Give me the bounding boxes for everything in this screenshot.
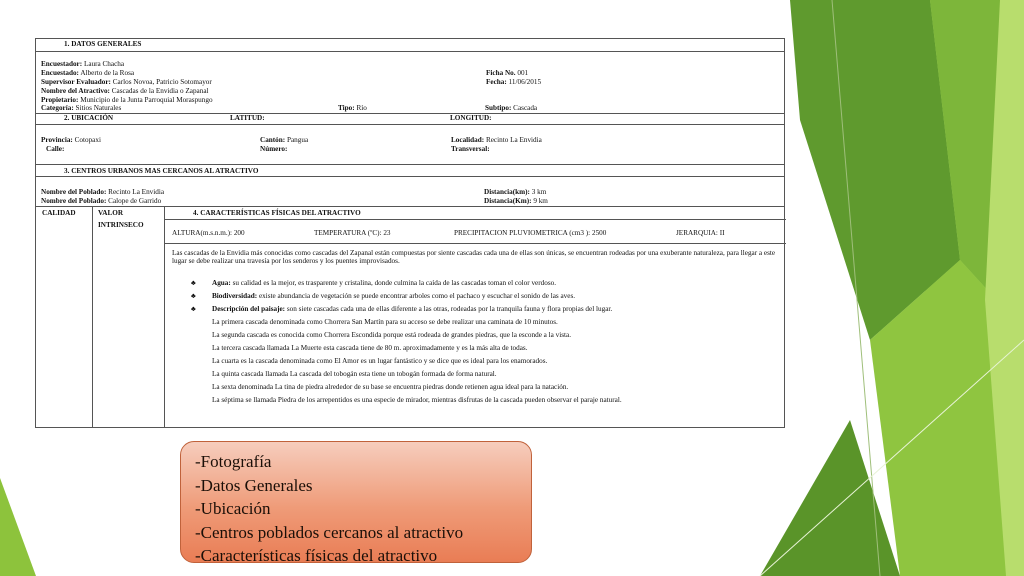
agua-value: su calidad es la mejor, es trasparente y cristalina, donde culmina la caída de las cascadas toman el color verdoso. (232, 279, 557, 287)
intro-paragraph: Las cascadas de la Envidia más conocidas como cascadas del Zapanal están compuestas por siente cascadas cada una de ellas son únicas, se encuentran rodeadas por una exuberante naturaleza, para llegar a este lugar se debe realizar una travesía por los senderos y los puentes improvisados. (172, 249, 776, 266)
ficha-form: 1. DATOS GENERALES Encuestador: Laura Chacha Encuestado: Alberto de la Rosa Ficha No. 001 Supervisor Evaluador: Carlos Novoa, Patricio Sotomayor Fecha: 11/06/2015 Nombre del Atractivo: Cascadas de la Envidia o Zapanal Propietario: Municipio de la Junta Parroquial Moraspungo Categoría: Sitios Naturales Tipo: Río Subtipo: Cascada 2. UBICACIÓN LATITUD: LONGITUD: Provincia: Cotopaxi Cantón: Pangua Localidad: Recinto La Envidia Calle: Número: Transversal: 3. CENTROS URBANOS MAS CERCANOS AL ATRACTIVO Nombre del Poblado: Recinto La Envidia Distancia(km): 3 km Nombre del Poblado: Calope de Garrido Distancia(Km): 9 km CALIDAD VALOR INTRINSECO 4. CARACTERÍSTICAS FÍSICAS DEL ATRACTIVO ALTURA(m.s.n.m.): 200 TEMPERATURA (ºC): 23 PRECIPITACION PLUVIOMETRICA (cm3 ): 2500 JERARQUIA: II Las cascadas de la Envidia más conocidas como cascadas del Zapanal están compuestas por siente cascadas cada una de ellas son únicas, se encuentran rodeadas por una exuberante naturaleza, para llegar a este lugar se debe realizar una travesía por los senderos y los puentes improvisados. ♣ Agua: su calidad es la mejor, es trasparente y cristalina, donde culmina la caída de las cascadas toman el color verdoso. ♣ Biodiversidad: existe abundancia de vegetación se puede encontrar arboles como el pachaco y escuchar el sonido de las aves. ♣ Descripción del paisaje: son siete cascadas cada una de ellas diferente a las otras, rodeadas por la tranquila fauna y flora propias del lugar. La primera cascada denominada como Chorrera San Martín para su acceso se debe realizar una caminata de 10 minutos. La segunda cascada es conocida como Chorrera Escondida porque está rodeada de grandes piedras, que la esconde a la vista. La tercera cascada llamada La Muerte esta cascada tiene de 80 m. aproximadamente y es la más alta de todas. La cuarta es la cascada denominada como El Amor es un lugar fantástico y se dice que es ideal para los enamorados. La quinta cascada llamada La cascada del tobogán esta tiene un tobogán formada de forma natural. La sexta denominada La tina de piedra alrededor de su base se encuentra piedras donde retienen agua ideal para la natación. La séptima se llamada Piedra de los arrepentidos es una especie de mirador, mientras disfrutas de la cascada pueden observar el paraje natural. (35, 38, 785, 428)
supervisor-value: Carlos Novoa, Patricio Sotomayor (112, 78, 212, 86)
valor-header: VALOR (98, 209, 124, 217)
calidad-header: CALIDAD (42, 209, 76, 217)
left-green-wedge (0, 478, 36, 576)
club-bullet-icon: ♣ (191, 292, 196, 300)
cascada-6: La sexta denominada La tina de piedra alrededor de su base se encuentra piedras donde retienen agua ideal para la natación. (212, 383, 569, 391)
encuestador-value: Laura Chacha (83, 60, 125, 68)
atractivo-value: Cascadas de la Envidia o Zapanal (111, 87, 209, 95)
section-2-title: 2. UBICACIÓN (64, 114, 114, 122)
section-4-title: 4. CARACTERÍSTICAS FÍSICAS DEL ATRACTIVO (193, 209, 361, 217)
tipo-value: Río (356, 104, 367, 112)
calle-label: Calle: (46, 145, 65, 153)
poblado-1-value: Recinto La Envidia (108, 188, 165, 196)
latitud-label: LATITUD: (230, 114, 265, 122)
callout-item-ubicacion: -Ubicación (195, 499, 271, 518)
poblado-2-value: Calope de Garrido (108, 197, 162, 205)
longitud-label: LONGITUD: (450, 114, 492, 122)
distancia-1-value: 3 km (531, 188, 547, 196)
cascada-2: La segunda cascada es conocida como Chorrera Escondida porque está rodeada de grandes piedras, que la esconde a la vista. (212, 331, 572, 339)
jerarquia-value: JERARQUIA: II (676, 229, 725, 237)
right-panel-shadow (760, 420, 900, 576)
ficha-value: 001 (517, 69, 529, 77)
intrinseco-header: INTRINSECO (98, 221, 144, 229)
canton-value: Pangua (286, 136, 309, 144)
cascada-4: La cuarta es la cascada denominada como El Amor es un lugar fantástico y se dice que es ideal para los enamorados. (212, 357, 548, 365)
provincia-value: Cotopaxi (74, 136, 101, 144)
fecha-value: 11/06/2015 (508, 78, 542, 86)
summary-callout (180, 441, 532, 563)
biodiversidad-value: existe abundancia de vegetación se puede encontrar arboles como el pachaco y escuchar el sonido de las aves. (258, 292, 576, 300)
callout-item-centros-poblados: -Centros poblados cercanos al atractivo (195, 522, 464, 542)
transversal-label: Transversal: (451, 145, 490, 153)
callout-item-datos-generales: -Datos Generales (195, 475, 313, 495)
callout-item-fotografia: -Fotografía (195, 452, 272, 471)
club-bullet-icon: ♣ (191, 279, 196, 287)
categoria-value: Sitios Naturales (75, 104, 122, 112)
paisaje-value: son siete cascadas cada una de ellas diferente a las otras, rodeadas por la tranquila fauna y flora propias del lugar. (286, 305, 613, 313)
cascada-5: La quinta cascada llamada La cascada del tobogán esta tiene un tobogán formada de forma natural. (212, 370, 497, 378)
cascada-3: La tercera cascada llamada La Muerte esta cascada tiene de 80 m. aproximadamente y es la más alta de todas. (212, 344, 528, 352)
localidad-value: Recinto La Envidia (485, 136, 542, 144)
cascada-1: La primera cascada denominada como Chorrera San Martín para su acceso se debe realizar una caminata de 10 minutos. (212, 318, 558, 326)
altura-value: ALTURA(m.s.n.m.): 200 (172, 229, 245, 237)
club-bullet-icon: ♣ (191, 305, 196, 313)
precipitacion-value: PRECIPITACION PLUVIOMETRICA (cm3 ): 2500 (454, 229, 607, 237)
numero-label: Número: (260, 145, 288, 153)
subtipo-value: Cascada (513, 104, 538, 112)
distancia-2-value: 9 km (533, 197, 548, 205)
temperatura-value: TEMPERATURA (ºC): 23 (314, 229, 391, 237)
callout-item-caracteristicas: -Características físicas del atractivo (195, 546, 438, 565)
section-3-title: 3. CENTROS URBANOS MAS CERCANOS AL ATRACTIVO (64, 167, 259, 175)
cascada-7: La séptima se llamada Piedra de los arrepentidos es una especie de mirador, mientras disfrutas de la cascada pueden observar el paraje natural. (212, 396, 622, 404)
encuestado-value: Alberto de la Rosa (80, 69, 135, 77)
section-1-title: 1. DATOS GENERALES (64, 40, 142, 48)
propietario-value: Municipio de la Junta Parroquial Moraspungo (80, 96, 213, 104)
